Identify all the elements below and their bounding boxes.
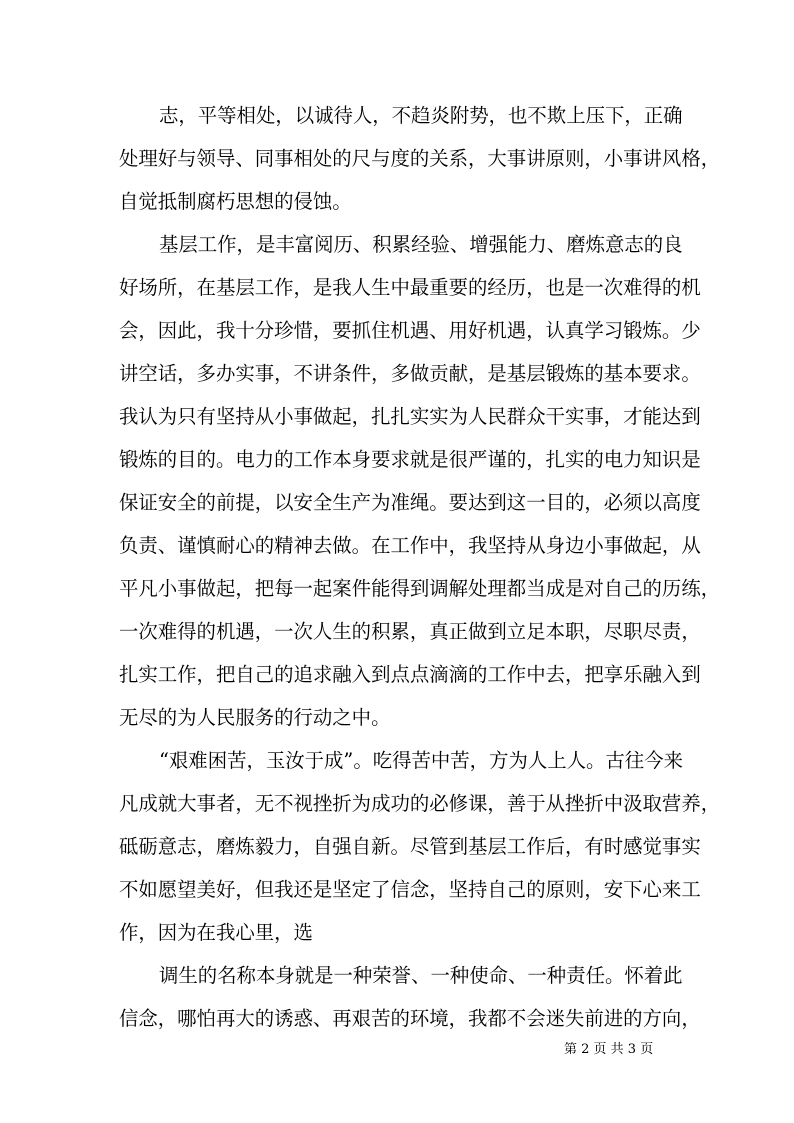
paragraph-line: 凡成就大事者，无不视挫折为成功的必修课，善于从挫折中汲取营养， — [119, 792, 721, 815]
paragraph-line: 志，平等相处，以诚待人，不趋炎附势，也不欺上压下，正确 — [159, 104, 683, 127]
paragraph-line: 锻炼的目的。电力的工作本身要求就是很严谨的，扎实的电力知识是 — [119, 448, 701, 471]
paragraph-line: 无尽的为人民服务的行动之中。 — [119, 706, 391, 729]
paragraph-line: 负责、谨慎耐心的精神去做。在工作中，我坚持从身边小事做起，从 — [119, 534, 701, 557]
paragraph-line: 调生的名称本身就是一种荣誉、一种使命、一种责任。怀着此 — [159, 964, 683, 987]
paragraph-line: 我认为只有坚持从小事做起，扎扎实实为人民群众干实事，才能达到 — [119, 405, 701, 428]
paragraph-line: 不如愿望美好，但我还是坚定了信念，坚持自己的原则，安下心来工 — [119, 878, 701, 901]
paragraph-line: 自觉抵制腐朽思想的侵蚀。 — [119, 190, 352, 213]
paragraph-line: 作，因为在我心里，选 — [119, 921, 313, 944]
paragraph-line: 基层工作，是丰富阅历、积累经验、增强能力、磨炼意志的良 — [159, 233, 683, 256]
paragraph-line: 会，因此，我十分珍惜，要抓住机遇、用好机遇，认真学习锻炼。少 — [119, 319, 701, 342]
paragraph-line: 平凡小事做起，把每一起案件能得到调解处理都当成是对自己的历练， — [119, 577, 721, 600]
paragraph-line: 保证安全的前提，以安全生产为准绳。要达到这一目的，必须以高度 — [119, 491, 701, 514]
paragraph-line: 好场所，在基层工作，是我人生中最重要的经历，也是一次难得的机 — [119, 276, 701, 299]
page-number: 第 2 页 共 3 页 — [564, 1042, 654, 1057]
paragraph-line: 讲空话，多办实事，不讲条件，多做贡献，是基层锻炼的基本要求。 — [119, 362, 701, 385]
paragraph-line: 一次难得的机遇，一次人生的积累，真正做到立足本职，尽职尽责， — [119, 620, 701, 643]
paragraph-line: 信念，哪怕再大的诱惑、再艰苦的环境，我都不会迷失前进的方向， — [119, 1007, 701, 1030]
paragraph-line: “艰难困苦，玉汝于成”。吃得苦中苦，方为人上人。古往今来 — [159, 749, 683, 772]
paragraph-line: 砥砺意志，磨炼毅力，自强自新。尽管到基层工作后，有时感觉事实 — [119, 835, 701, 858]
paragraph-line: 处理好与领导、同事相处的尺与度的关系，大事讲原则，小事讲风格， — [119, 147, 721, 170]
paragraph-line: 扎实工作，把自己的追求融入到点点滴滴的工作中去，把享乐融入到 — [119, 663, 701, 686]
